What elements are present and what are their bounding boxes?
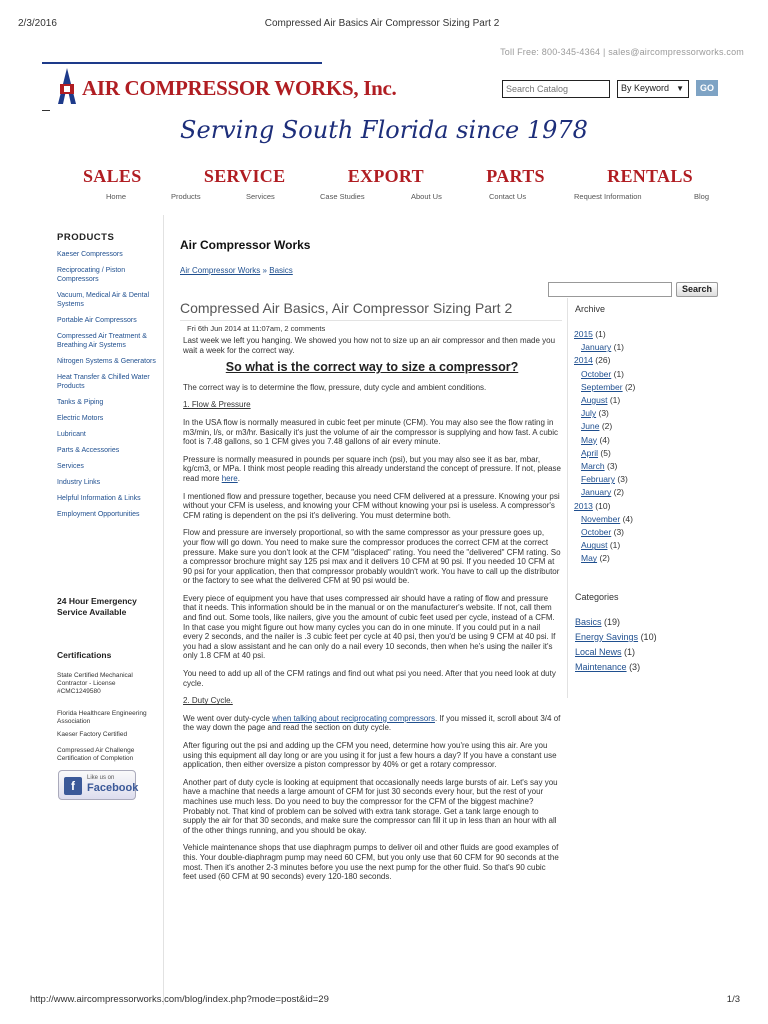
category-link[interactable]: Basics	[575, 617, 602, 627]
facebook-like-button[interactable]	[58, 770, 139, 800]
archive-year	[574, 328, 635, 341]
category-item	[575, 630, 657, 645]
archive-month	[574, 552, 635, 565]
dropdown-arrow-icon: ▼	[676, 84, 684, 93]
post-title-rule	[180, 320, 562, 321]
sidebar-item-air-treatment[interactable]: Compressed Air Treatment & Breathing Air Systems	[57, 333, 147, 349]
post-paragraph	[183, 714, 561, 733]
category-link[interactable]: Local News	[575, 647, 622, 657]
archive-count: (4)	[622, 513, 633, 524]
print-url: http://www.aircompressorworks.com/blog/index.php?mode=post&id=29	[30, 994, 329, 1005]
archive-link[interactable]: October	[581, 527, 612, 538]
right-column-divider	[567, 298, 568, 698]
archive-month	[574, 513, 635, 526]
archive-year	[574, 500, 635, 513]
archive-count: (3)	[613, 527, 625, 538]
archive-month	[574, 394, 635, 407]
archive-link[interactable]: April	[581, 447, 599, 458]
post-paragraph: I mentioned flow and pressure together, because you need CFM delivered at a pressure. Knowing your psi without your CFM is useless, and knowing your CFM without knowing your psi is useless. A compressor's CFM rating is dependent on the psi it's delivering. You must determine both.	[183, 491, 560, 520]
category-count: (19)	[604, 617, 621, 627]
archive-month	[574, 447, 635, 460]
archive-month	[574, 420, 635, 433]
tagline: Serving South Florida since 1978	[180, 116, 588, 144]
subnav-request-information[interactable]: Request Information	[574, 192, 642, 201]
post-meta: Fri 6th Jun 2014 at 11:07am, 2 comments	[187, 324, 326, 333]
logo-top-rule	[42, 62, 322, 64]
category-item	[575, 615, 657, 630]
sidebar-item-employment[interactable]: Employment Opportunities	[57, 511, 140, 518]
breadcrumb	[180, 266, 293, 275]
print-header	[18, 18, 746, 29]
archive-month	[574, 434, 635, 447]
archive-month	[574, 539, 635, 552]
facebook-icon: f	[64, 777, 82, 795]
subnav-home[interactable]: Home	[106, 192, 127, 201]
go-button[interactable]: GO	[696, 80, 718, 96]
archive-count: (1)	[595, 329, 606, 339]
toll-free: Toll Free: 800-345-4364	[500, 47, 601, 57]
print-footer	[30, 994, 740, 1005]
reciprocating-link[interactable]: when talking about reciprocating compressors	[272, 713, 435, 723]
subnav-blog[interactable]: Blog	[694, 192, 710, 201]
categories-list	[575, 615, 657, 675]
archive-month	[574, 526, 635, 539]
archive-link[interactable]: September	[581, 381, 623, 392]
category-count: (1)	[624, 647, 636, 657]
category-count: (3)	[629, 662, 641, 672]
p3-end: .	[237, 473, 240, 483]
email-link[interactable]: sales@aircompressorworks.com	[608, 47, 744, 57]
cert-item: Florida Healthcare Engineering Association	[57, 710, 147, 725]
sidebar-item-tanks[interactable]: Tanks & Piping	[57, 399, 104, 406]
certifications-heading: Certifications	[57, 650, 112, 660]
archive-count: (2)	[601, 421, 613, 432]
nav-service[interactable]: SERVICE	[203, 166, 286, 186]
archive-count: (26)	[595, 355, 611, 366]
archive-count: (1)	[613, 368, 625, 379]
cert-item: State Certified Mechanical Contractor - License #CMC1249580	[57, 672, 133, 695]
sidebar-item-parts[interactable]: Parts & Accessories	[57, 447, 120, 454]
nav-export[interactable]: EXPORT	[347, 166, 424, 186]
column-divider	[163, 215, 164, 1005]
subnav-contact-us[interactable]: Contact Us	[489, 192, 527, 201]
sidebar-item-heat-transfer[interactable]: Heat Transfer & Chilled Water Products	[57, 374, 150, 390]
archive-link[interactable]: May	[581, 434, 598, 445]
logo-brand-text: AIR COMPRESSOR WORKS, Inc.	[82, 76, 397, 100]
archive-count: (2)	[624, 381, 636, 392]
sidebar-item-services[interactable]: Services	[57, 463, 84, 470]
archive-link[interactable]: January	[581, 342, 612, 353]
sidebar-item-vacuum[interactable]: Vacuum, Medical Air & Dental Systems	[57, 292, 150, 308]
archive-count: (3)	[617, 474, 628, 485]
archive-link[interactable]: October	[581, 368, 612, 379]
category-count: (10)	[640, 632, 657, 642]
nav-parts[interactable]: PARTS	[486, 166, 545, 186]
subnav-about-us[interactable]: About Us	[411, 192, 442, 201]
blog-search-input[interactable]	[548, 282, 672, 297]
blog-search	[548, 282, 718, 297]
archive-count: (3)	[598, 408, 609, 419]
archive-heading: Archive	[575, 304, 606, 314]
archive-month	[574, 381, 635, 394]
category-link[interactable]: Maintenance	[575, 662, 627, 672]
main-nav	[83, 166, 693, 187]
products-list	[57, 250, 167, 519]
archive-month	[574, 460, 635, 473]
post-paragraph: The correct way is to determine the flow, pressure, duty cycle and ambient conditions.	[183, 382, 487, 392]
print-title: Compressed Air Basics Air Compressor Sizing Part 2	[264, 18, 500, 29]
archive-month	[574, 368, 635, 381]
p8-text: We went over duty-cycle	[183, 713, 273, 723]
facebook-label: Facebook	[87, 782, 139, 794]
keyword-select[interactable]	[617, 80, 689, 98]
divider	[42, 110, 50, 111]
archive-count: (4)	[599, 434, 610, 445]
archive-link[interactable]: August	[581, 395, 608, 406]
breadcrumb-basics[interactable]: Basics	[269, 266, 293, 275]
archive-count: (1)	[609, 540, 621, 551]
archive-count: (3)	[607, 461, 618, 472]
sub-nav	[104, 192, 714, 204]
breadcrumb-home[interactable]: Air Compressor Works	[180, 266, 261, 275]
category-link[interactable]: Energy Savings	[575, 632, 639, 642]
archive-count: (1)	[609, 395, 621, 406]
post-title: Compressed Air Basics, Air Compressor Sizing Part 2	[180, 300, 513, 316]
archive-link[interactable]: July	[581, 408, 597, 419]
archive-month	[574, 341, 635, 354]
archive-link[interactable]: June	[581, 421, 600, 432]
cert-item: Kaeser Factory Certified	[57, 731, 128, 738]
archive-month	[574, 473, 635, 486]
archive-link[interactable]: November	[581, 513, 621, 524]
cert-item: Compressed Air Challenge Certification of Completion	[57, 747, 135, 762]
archive-count: (1)	[613, 342, 625, 353]
post-paragraph: Every piece of equipment you have that uses compressed air should have a rating of flow and pressure that it needs. This information should be in the manual or on the manufacturer's website. If not, call them and find out. Some tools, like nailers, give you the amount of cubic feet used per cycle, instead of a CFM. In that case you might figure out how many cycles you can do in one minute. If you could put in a nail every 2 seconds, and the nailer is .3 cubic feet per cycle at 40 psi, then you'd be using 9 CFM at 40 psi. If you had a slow assistant and he can only do a nail every 10 seconds, then when he's using the nailer it's only 1.8 CFM at 40 psi.	[183, 593, 556, 661]
products-heading: PRODUCTS	[57, 232, 115, 243]
print-date: 2/3/2016	[18, 18, 57, 29]
blog-site-title: Air Compressor Works	[180, 238, 311, 252]
subnav-services[interactable]: Services	[246, 192, 275, 201]
archive-list	[574, 328, 635, 566]
post-paragraph	[183, 455, 561, 484]
catalog-search	[502, 80, 718, 98]
section-heading-flow: 1. Flow & Pressure	[183, 400, 251, 410]
post-question-heading: So what is the correct way to size a compressor?	[225, 360, 519, 375]
sidebar-item-motors[interactable]: Electric Motors	[57, 415, 104, 422]
print-page-number: 1/3	[726, 994, 740, 1005]
contact-line	[500, 47, 744, 57]
p8-end: . If you missed it, scroll about 3/4 of the way down the page and read the section on duty cycle.	[183, 713, 561, 733]
facebook-like-label: Like us on	[87, 775, 115, 781]
archive-link[interactable]: August	[581, 540, 608, 551]
section-heading-duty-cycle: 2. Duty Cycle.	[183, 696, 233, 706]
post-paragraph: After figuring out the psi and adding up the CFM you need, determine how you're using this air. Are you using this equipment all day long or are you using it for just a few hours a day? If you have a constant use application, then either oversize a piston compressor by 40% or get a rotary compressor.	[183, 741, 557, 770]
sidebar-item-industry-links[interactable]: Industry Links	[57, 479, 101, 486]
post-paragraph: Flow and pressure are inversely proportional, so with the same compressor as your pressure goes up, your flow will go down. You need to make sure the compressor produces the correct CFM at the correct pressure. Make sure you don't look at the CFM "displaced" rating. You need the "delivered" CFM rating. So a compressor brochure might say 125 psi max and it delivers 10 CFM at 90 psi. If you needed 10 CFM at 90 psi for your application, then that compressor probably wouldn't work. You have to call up the distributor or the factory to see what the delivered CFM at 90 psi would be.	[183, 528, 561, 586]
archive-count: (2)	[613, 487, 625, 498]
sidebar-item-kaeser[interactable]: Kaeser Compressors	[57, 251, 123, 258]
sidebar-item-nitrogen[interactable]: Nitrogen Systems & Generators	[57, 358, 156, 365]
subnav-case-studies[interactable]: Case Studies	[320, 192, 365, 201]
post-paragraph: In the USA flow is normally measured in cubic feet per minute (CFM). You may also see the flow rating in m3/min, l/s, or m3/hr. Basically it's just the volume of air the compressor is supplying and how fast. A cubic foot is 7.48 gallons, so 1 CFM gives you 7.48 gallons of air every minute.	[183, 417, 559, 447]
keyword-select-value: By Keyword	[621, 83, 670, 93]
archive-link[interactable]: 2015	[574, 329, 593, 339]
archive-month	[574, 486, 635, 499]
archive-year	[574, 354, 635, 367]
categories-heading: Categories	[575, 592, 619, 602]
archive-count: (2)	[599, 553, 610, 564]
logo-mark-icon	[56, 66, 78, 108]
sidebar-item-reciprocating[interactable]: Reciprocating / Piston Compressors	[57, 267, 126, 283]
sidebar-item-helpful-info[interactable]: Helpful Information & Links	[57, 495, 141, 502]
site-logo[interactable]	[42, 62, 397, 112]
archive-link[interactable]: March	[581, 461, 605, 472]
pressure-here-link[interactable]: here	[221, 473, 238, 483]
post-paragraph: Last week we left you hanging. We showed you how not to size up an air compressor and then made you wait a week for the correct way.	[183, 336, 556, 355]
products-sidebar	[57, 232, 167, 526]
p3-text: Pressure is normally measured in pounds per square inch (psi), but you may also see it as bar, mbar, kg/cm3, or MPa. I think most people reading this already understand the concept of pressure. If not, please read more	[183, 454, 561, 483]
archive-link[interactable]: January	[581, 487, 612, 498]
post-paragraph: You need to add up all of the CFM ratings and find out what psi you need. After that you need look at duty cycle.	[183, 669, 556, 688]
sidebar-item-lubricant[interactable]: Lubricant	[57, 431, 86, 438]
archive-link[interactable]: 2014	[574, 355, 593, 366]
archive-link[interactable]: 2013	[574, 500, 593, 511]
sidebar-item-portable[interactable]: Portable Air Compressors	[57, 317, 137, 324]
archive-count: (10)	[595, 500, 611, 511]
emergency-notice: 24 Hour Emergency Service Available	[57, 596, 137, 617]
subnav-products[interactable]: Products	[171, 192, 201, 201]
contact-separator: |	[602, 47, 606, 57]
archive-link[interactable]: May	[581, 553, 598, 564]
post-paragraph: Another part of duty cycle is looking at equipment that occasionally needs large bursts of air. Let's say you have a machine that needs a large amount of CFM for just 30 seconds every hour, but the rest of your machines use much less. Do you need to buy the compressor for the CFM of the biggest machine? Probably not. That kind of problem can be solved with extra tank storage. Get a tank large enough to supply the air for that 30 seconds, and make sure the compressor can fill it up in less than an hour with all of the other things running, and you should be okay.	[183, 777, 558, 835]
post-paragraph: Vehicle maintenance shops that use diaphragm pumps to deliver oil and other fluids are good examples of this. Your double-diaphragm pump may need 60 CFM, but you only use that 60 CFM for 90 seconds at the most. Then it's another 2-3 minutes before you use the next pump for the other fluid. So that's 90 cubic feet used (60 CFM at 90 seconds) every 120-180 seconds.	[183, 843, 559, 882]
post-body	[183, 336, 561, 890]
archive-count: (5)	[600, 447, 611, 458]
nav-rentals[interactable]: RENTALS	[607, 166, 693, 186]
breadcrumb-separator: »	[262, 266, 267, 275]
archive-month	[574, 407, 635, 420]
archive-link[interactable]: February	[581, 474, 616, 485]
search-catalog-input[interactable]	[502, 80, 610, 98]
blog-search-button[interactable]: Search	[676, 282, 718, 297]
category-item	[575, 660, 657, 675]
nav-sales[interactable]: SALES	[83, 166, 142, 186]
category-item	[575, 645, 657, 660]
